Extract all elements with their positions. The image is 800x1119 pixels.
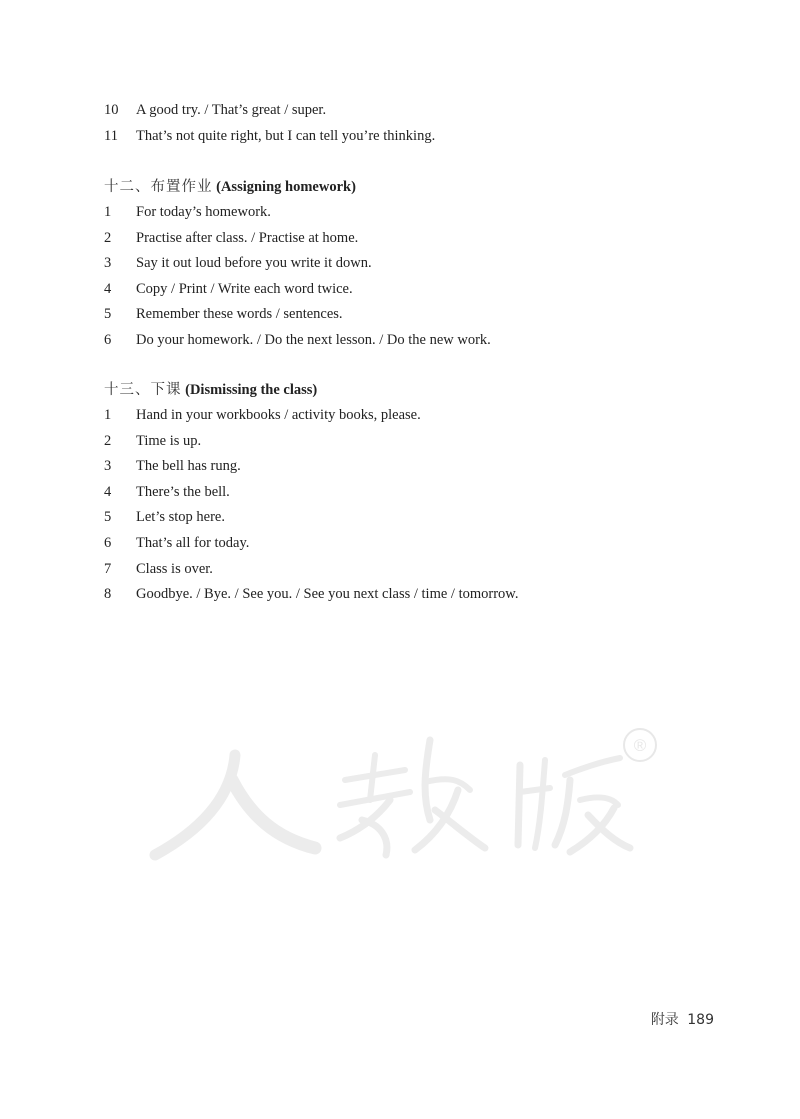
- section-title-en: (Dismissing the class): [185, 382, 318, 398]
- item-number: 5: [104, 509, 112, 526]
- item-number: 3: [104, 458, 112, 475]
- list-item: [104, 505, 518, 531]
- list-item: [104, 557, 518, 583]
- item-text: Copy / Print / Write each word twice.: [136, 280, 353, 297]
- publisher-watermark: [140, 720, 660, 870]
- list-item: [104, 531, 518, 557]
- list-item: [104, 124, 435, 150]
- list-item: [104, 200, 491, 226]
- item-text: Practise after class. / Practise at home.: [136, 229, 359, 246]
- item-number: 6: [104, 331, 112, 348]
- list-item: [104, 277, 491, 303]
- item-number: 5: [104, 306, 112, 323]
- item-text: Say it out loud before you write it down.: [136, 255, 372, 272]
- registered-mark: ®: [633, 736, 647, 755]
- section-title-cn: 十二、布置作业: [104, 179, 213, 195]
- item-number: 2: [104, 229, 112, 246]
- homework-list: [104, 200, 491, 354]
- item-number: 1: [104, 204, 112, 220]
- item-text: Remember these words / sentences.: [136, 306, 343, 323]
- list-item: [104, 226, 491, 252]
- dismissing-list: [104, 403, 518, 608]
- list-item: [104, 429, 518, 455]
- item-text: Class is over.: [136, 560, 213, 577]
- watermark-logo: [140, 720, 660, 870]
- item-text: That’s not quite right, but I can tell you’re thinking.: [136, 127, 436, 144]
- item-number: 8: [104, 586, 112, 603]
- item-number: 3: [104, 255, 112, 272]
- list-item: [104, 302, 491, 328]
- item-text: For today’s homework.: [136, 204, 271, 220]
- page-footer: [651, 1009, 714, 1029]
- list-item: [104, 480, 518, 506]
- list-item: [104, 403, 518, 429]
- item-number: 11: [104, 127, 118, 144]
- item-number: 7: [104, 560, 112, 577]
- section-title-cn: 十三、下课: [104, 382, 182, 398]
- item-text: The bell has rung.: [136, 458, 241, 475]
- list-item: [104, 454, 518, 480]
- item-text: Do your homework. / Do the next lesson. / Do the new work.: [136, 331, 491, 348]
- list-item: [104, 328, 491, 354]
- item-text: Goodbye. / Bye. / See you. / See you next class / time / tomorrow.: [136, 586, 519, 603]
- item-number: 1: [104, 407, 112, 423]
- item-text: A good try. / That’s great / super.: [136, 102, 327, 118]
- item-number: 2: [104, 432, 112, 449]
- section-heading-dismissing: [104, 380, 317, 400]
- page-number: 189: [687, 1012, 714, 1028]
- item-number: 10: [104, 102, 119, 118]
- list-item: [104, 582, 518, 608]
- appendix-label: 附录: [650, 1012, 679, 1028]
- item-text: Let’s stop here.: [136, 509, 225, 526]
- item-number: 4: [104, 483, 112, 500]
- item-text: Hand in your workbooks / activity books, please.: [136, 407, 421, 423]
- item-text: There’s the bell.: [136, 483, 230, 500]
- item-number: 4: [104, 280, 112, 297]
- item-text: That’s all for today.: [136, 534, 250, 551]
- list-item: [104, 251, 491, 277]
- section-heading-homework: [104, 177, 356, 197]
- list-item: [104, 98, 435, 124]
- continued-list: [104, 98, 435, 149]
- section-title-en: (Assigning homework): [216, 179, 356, 195]
- item-number: 6: [104, 534, 112, 551]
- item-text: Time is up.: [136, 432, 202, 449]
